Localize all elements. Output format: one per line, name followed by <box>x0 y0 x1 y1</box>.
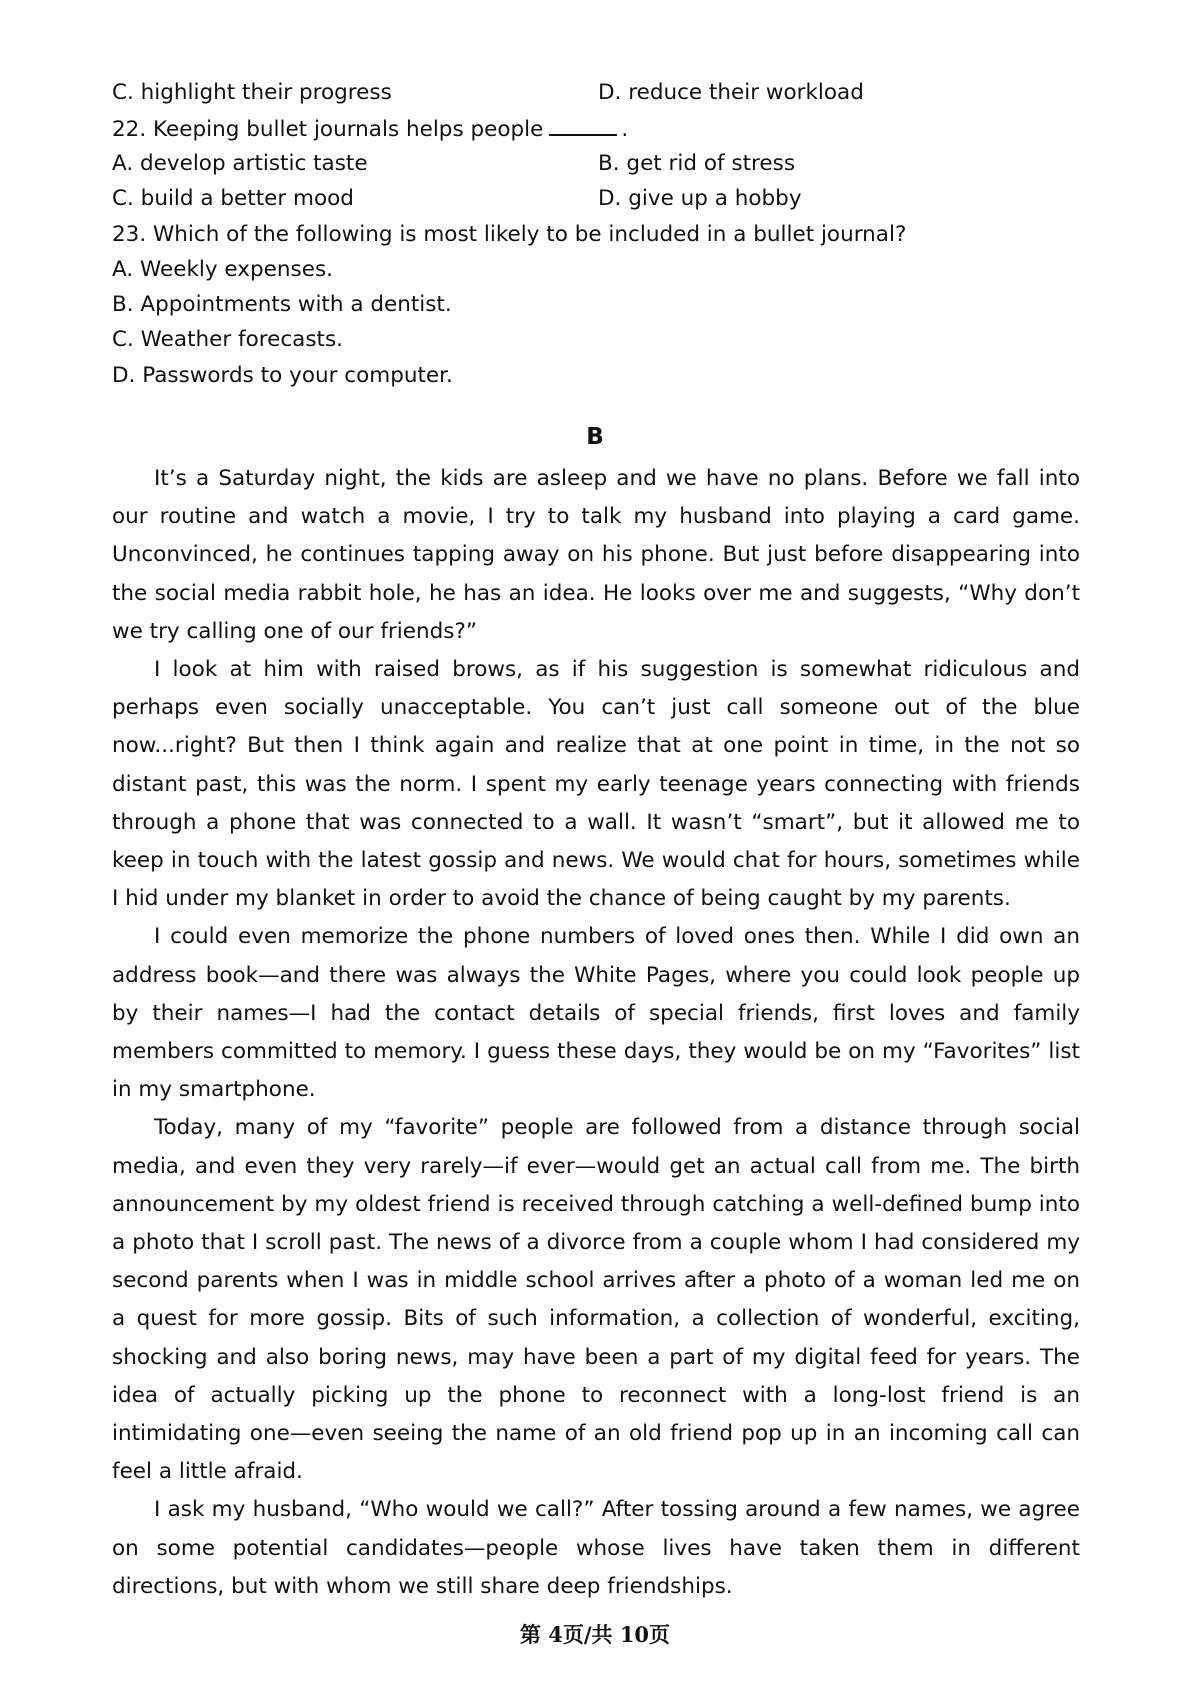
reading-passage <box>112 460 1080 1606</box>
q21-option-c: C. highlight their progress <box>112 80 392 105</box>
answer-blank <box>549 114 617 136</box>
q22-option-b: B. get rid of stress <box>598 151 796 176</box>
section-heading: B <box>586 424 604 450</box>
q21-option-d: D. reduce their workload <box>598 80 864 105</box>
q22-option-c: C. build a better mood <box>112 186 354 211</box>
q23-option-d: D. Passwords to your computer. <box>112 363 453 388</box>
passage-paragraph: Today, many of my “favorite” people are followed from a distance through social media, and even they very rarely—if ever—would get an actual call from me. The birth announcement by my oldest friend is received through catching a well-defined bump into a photo that I scroll past. The news of a divorce from a couple whom I had considered my second parents when I was in middle school arrives after a photo of a woman led me on a quest for more gossip. Bits of such information, a collection of wonderful, exciting, shocking and also boring news, may have been a part of my digital feed for years. The idea of actually picking up the phone to reconnect with a long-lost friend is an intimidating one—even seeing the name of an old friend pop up in an incoming call can feel a little afraid. <box>112 1115 1080 1485</box>
passage-paragraph: I look at him with raised brows, as if his suggestion is somewhat ridiculous and perhaps even socially unacceptable. You can’t just call someone out of the blue now...right? But then I think again and realize that at one point in time, in the not so distant past, this was the norm. I spent my early teenage years connecting with friends through a phone that was connected to a wall. It wasn’t “smart”, but it allowed me to keep in touch with the latest gossip and news. We would chat for hours, sometimes while I hid under my blanket in order to avoid the chance of being caught by my parents. <box>112 657 1080 912</box>
passage-paragraph: I could even memorize the phone numbers of loved ones then. While I did own an address book—and there was always the White Pages, where you could look people up by their names—I had the contact details of special friends, first loves and family members committed to memory. I guess these days, they would be on my “Favorites” list in my smartphone. <box>112 924 1080 1103</box>
q22-option-a: A. develop artistic taste <box>112 151 368 176</box>
q23-option-c: C. Weather forecasts. <box>112 327 344 352</box>
q22-stem-text: 22. Keeping bullet journals helps people <box>112 117 544 142</box>
q22-stem <box>112 114 628 145</box>
q23-stem: 23. Which of the following is most likely to be included in a bullet journal? <box>112 222 907 247</box>
q23-option-b: B. Appointments with a dentist. <box>112 292 452 317</box>
q23-option-a: A. Weekly expenses. <box>112 257 333 282</box>
page-number: 第 4页/共 10页 <box>519 1622 671 1647</box>
q22-option-d: D. give up a hobby <box>598 186 802 211</box>
passage-paragraph: I ask my husband, “Who would we call?” After tossing around a few names, we agree on some potential candidates—people whose lives have taken them in different directions, but with whom we still share deep friendships. <box>112 1497 1080 1599</box>
q22-stem-end: . <box>621 117 629 142</box>
passage-paragraph: It’s a Saturday night, the kids are asleep and we have no plans. Before we fall into our routine and watch a movie, I try to talk my husband into playing a card game. Unconvinced, he continues tapping away on his phone. But just before disappearing into the social media rabbit hole, he has an idea. He looks over me and suggests, “Why don’t we try calling one of our friends?” <box>112 466 1080 644</box>
